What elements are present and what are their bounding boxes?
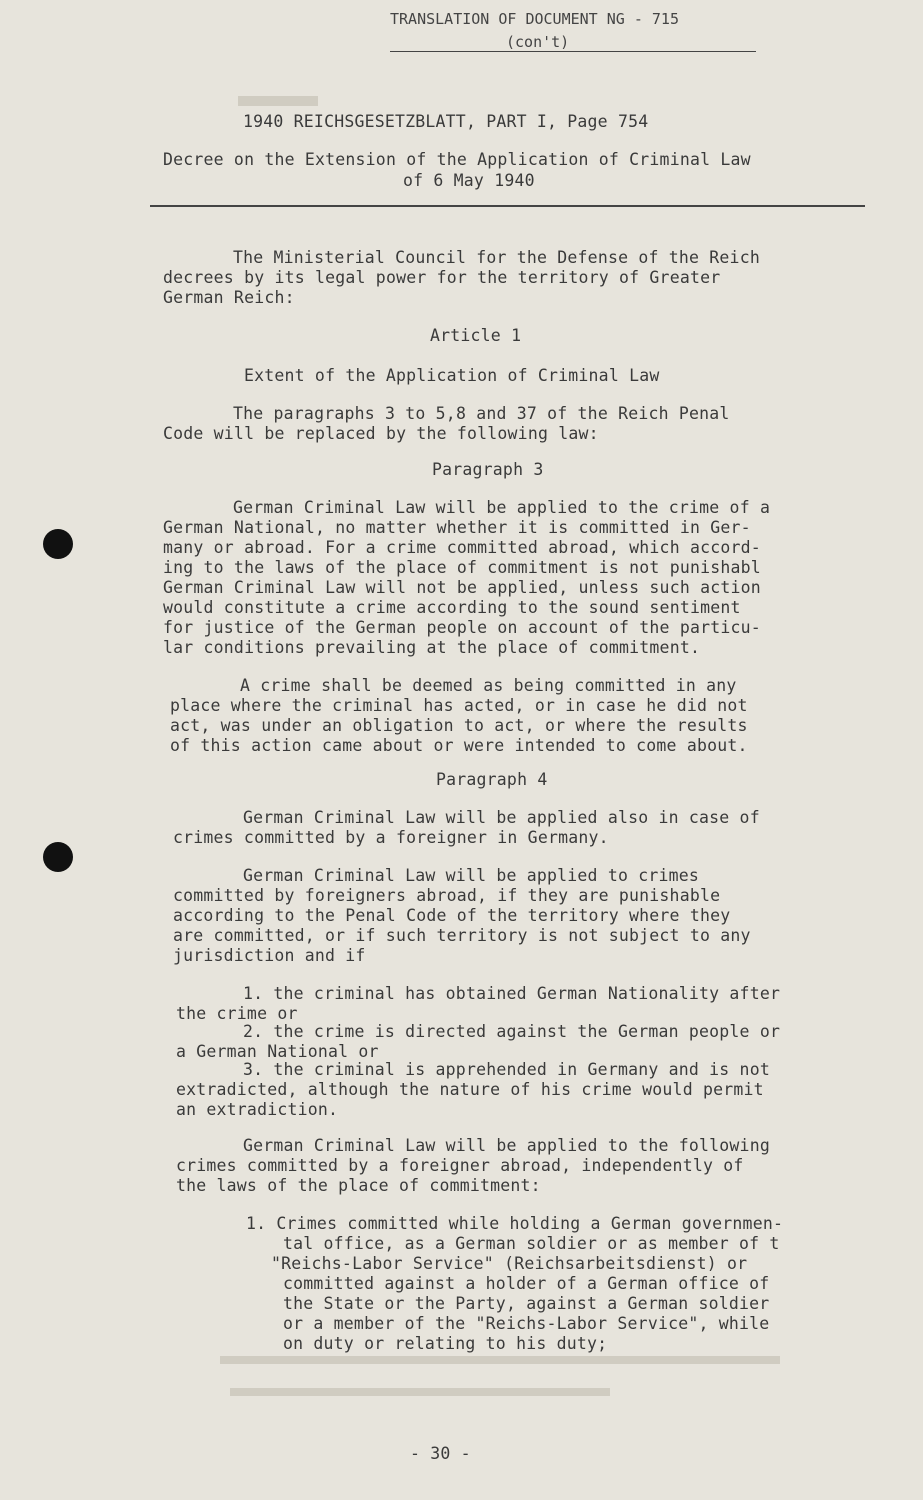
p4-line: the laws of the place of commitment: [176, 1176, 541, 1195]
article-intro-line-1: The paragraphs 3 to 5,8 and 37 of the Reich Penal [233, 404, 730, 423]
p4-line: crimes committed by a foreigner in Germany. [173, 828, 609, 847]
p4-line: German Criminal Law will be applied to the following [243, 1136, 770, 1155]
p3-line: for justice of the German people on account of the particu- [163, 618, 761, 637]
paragraph-3-title: Paragraph 3 [432, 460, 544, 479]
p4-item: an extradiction. [176, 1100, 339, 1119]
p3-line: act, was under an obligation to act, or where the results [170, 716, 748, 735]
header-underline [390, 51, 756, 52]
intro-line-2: decrees by its legal power for the territory of Greater [163, 268, 721, 287]
p4-list-line: or a member of the "Reichs-Labor Service", while [283, 1314, 770, 1333]
intro-line-1: The Ministerial Council for the Defense of the Reich [233, 248, 760, 267]
source-citation: 1940 REICHSGESETZBLATT, PART I, Page 754 [243, 112, 649, 131]
p4-item: 1. the criminal has obtained German Nationality after [243, 984, 781, 1003]
p4-item: a German National or [176, 1042, 379, 1061]
p3-line: would constitute a crime according to the sound sentiment [163, 598, 741, 617]
p4-list-line: committed against a holder of a German office of [283, 1274, 770, 1293]
p4-item: 2. the crime is directed against the German people or [243, 1022, 781, 1041]
p3-line: place where the criminal has acted, or in case he did not [170, 696, 748, 715]
punch-hole-top [43, 529, 73, 559]
heading-rule [150, 205, 865, 207]
decree-title-line1: Decree on the Extension of the Application of Criminal Law [163, 150, 751, 169]
p3-line: lar conditions prevailing at the place of commitment. [163, 638, 701, 657]
p4-line: committed by foreigners abroad, if they are punishable [173, 886, 721, 905]
p4-list-line: "Reichs-Labor Service" (Reichsarbeitsdienst) or [271, 1254, 748, 1273]
p4-list-line: tal office, as a German soldier or as member of t [283, 1234, 780, 1253]
p4-line: according to the Penal Code of the territory where they [173, 906, 731, 925]
p3-line: German Criminal Law will not be applied, unless such action [163, 578, 761, 597]
p4-line: are committed, or if such territory is not subject to any [173, 926, 751, 945]
paragraph-4-title: Paragraph 4 [436, 770, 548, 789]
intro-line-3: German Reich: [163, 288, 295, 307]
p4-item: the crime or [176, 1004, 298, 1023]
translation-header: TRANSLATION OF DOCUMENT NG - 715 [390, 10, 679, 28]
p3-line: A crime shall be deemed as being committed in any [240, 676, 737, 695]
p3-line: German National, no matter whether it is committed in Ger- [163, 518, 751, 537]
p3-line: of this action came about or were intended to come about. [170, 736, 748, 755]
p4-list-line: 1. Crimes committed while holding a German governmen- [246, 1214, 784, 1233]
page-number: - 30 - [410, 1444, 471, 1463]
p3-line: ing to the laws of the place of commitment is not punishabl [163, 558, 761, 577]
scan-smudge [220, 1356, 780, 1364]
scan-smudge [238, 96, 318, 106]
p4-item: extradicted, although the nature of his crime would permit [176, 1080, 764, 1099]
article-subtitle: Extent of the Application of Criminal Law [244, 366, 660, 385]
article-intro-line-2: Code will be replaced by the following law: [163, 424, 599, 443]
p4-line: crimes committed by a foreigner abroad, independently of [176, 1156, 744, 1175]
translation-header-cont: (con't) [506, 33, 570, 51]
p4-list-line: the State or the Party, against a German soldier [283, 1294, 770, 1313]
p4-line: German Criminal Law will be applied also in case of [243, 808, 760, 827]
article-title: Article 1 [430, 326, 522, 345]
p3-line: many or abroad. For a crime committed abroad, which accord- [163, 538, 761, 557]
scan-smudge [230, 1388, 610, 1396]
p4-line: German Criminal Law will be applied to crimes [243, 866, 700, 885]
punch-hole-bottom [43, 842, 73, 872]
decree-title-line2: of 6 May 1940 [403, 171, 535, 190]
p4-item: 3. the criminal is apprehended in Germany and is not [243, 1060, 770, 1079]
p4-line: jurisdiction and if [173, 946, 366, 965]
p4-list-line: on duty or relating to his duty; [283, 1334, 608, 1353]
p3-line: German Criminal Law will be applied to the crime of a [233, 498, 771, 517]
